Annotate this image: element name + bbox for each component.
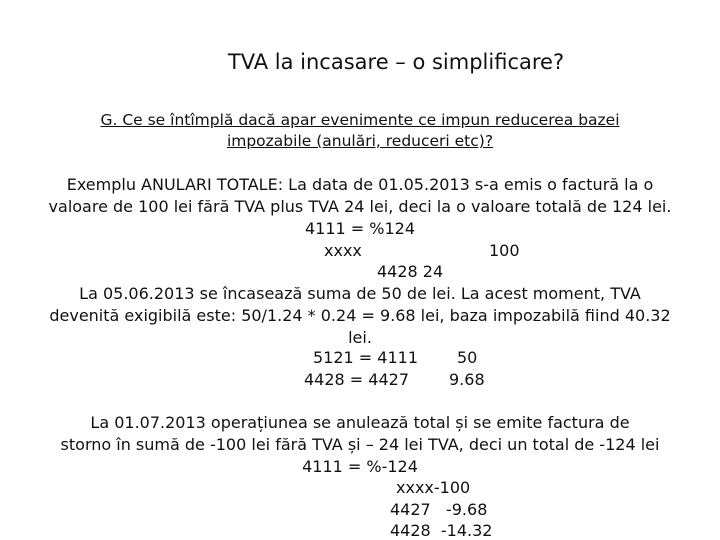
entry1-line-b-value: 100 [489, 241, 520, 260]
storno-entry-c: 4427 -9.68 [390, 500, 488, 519]
entry1-line-c: 4428 24 [377, 262, 444, 281]
question-line-1: G. Ce se întîmplă dacă apar evenimente ce impun reducerea bazei [100, 111, 620, 129]
example-line-5: lei. [348, 328, 372, 347]
storno-entry-b: xxxx-100 [396, 478, 471, 497]
storno-entry-a: 4111 = %-124 [302, 457, 418, 476]
question-line-2: impozabile (anulări, reduceri etc)? [226, 132, 494, 150]
example-line-1: Exemplu ANULARI TOTALE: La data de 01.05.2013 s-a emis o factură la o [66, 175, 654, 194]
storno-line-1: La 01.07.2013 operațiunea se anulează total și se emite factura de [90, 413, 630, 432]
entry2-line-b-accounts: 4428 = 4427 [304, 370, 410, 389]
entry2-line-b-value: 9.68 [449, 370, 485, 389]
storno-entry-d: 4428 -14.32 [390, 521, 493, 540]
entry2-line-a-accounts: 5121 = 4111 [313, 348, 419, 367]
page-title: TVA la incasare – o simplificare? [227, 50, 565, 74]
entry1-line-a: 4111 = %124 [304, 219, 416, 238]
entry2-line-a-value: 50 [457, 348, 478, 367]
example-line-2: valoare de 100 lei fără TVA plus TVA 24 lei, deci la o valoare totală de 124 lei. [48, 197, 672, 216]
entry1-line-b-account: xxxx [324, 241, 362, 260]
example-line-3: La 05.06.2013 se încasează suma de 50 de lei. La acest moment, TVA [79, 284, 641, 303]
example-line-4: devenită exigibilă este: 50/1.24 * 0.24 = 9.68 lei, baza impozabilă fiind 40.32 [49, 306, 671, 325]
storno-line-2: storno în sumă de -100 lei fără TVA și – 24 lei TVA, deci un total de -124 lei [60, 435, 660, 454]
